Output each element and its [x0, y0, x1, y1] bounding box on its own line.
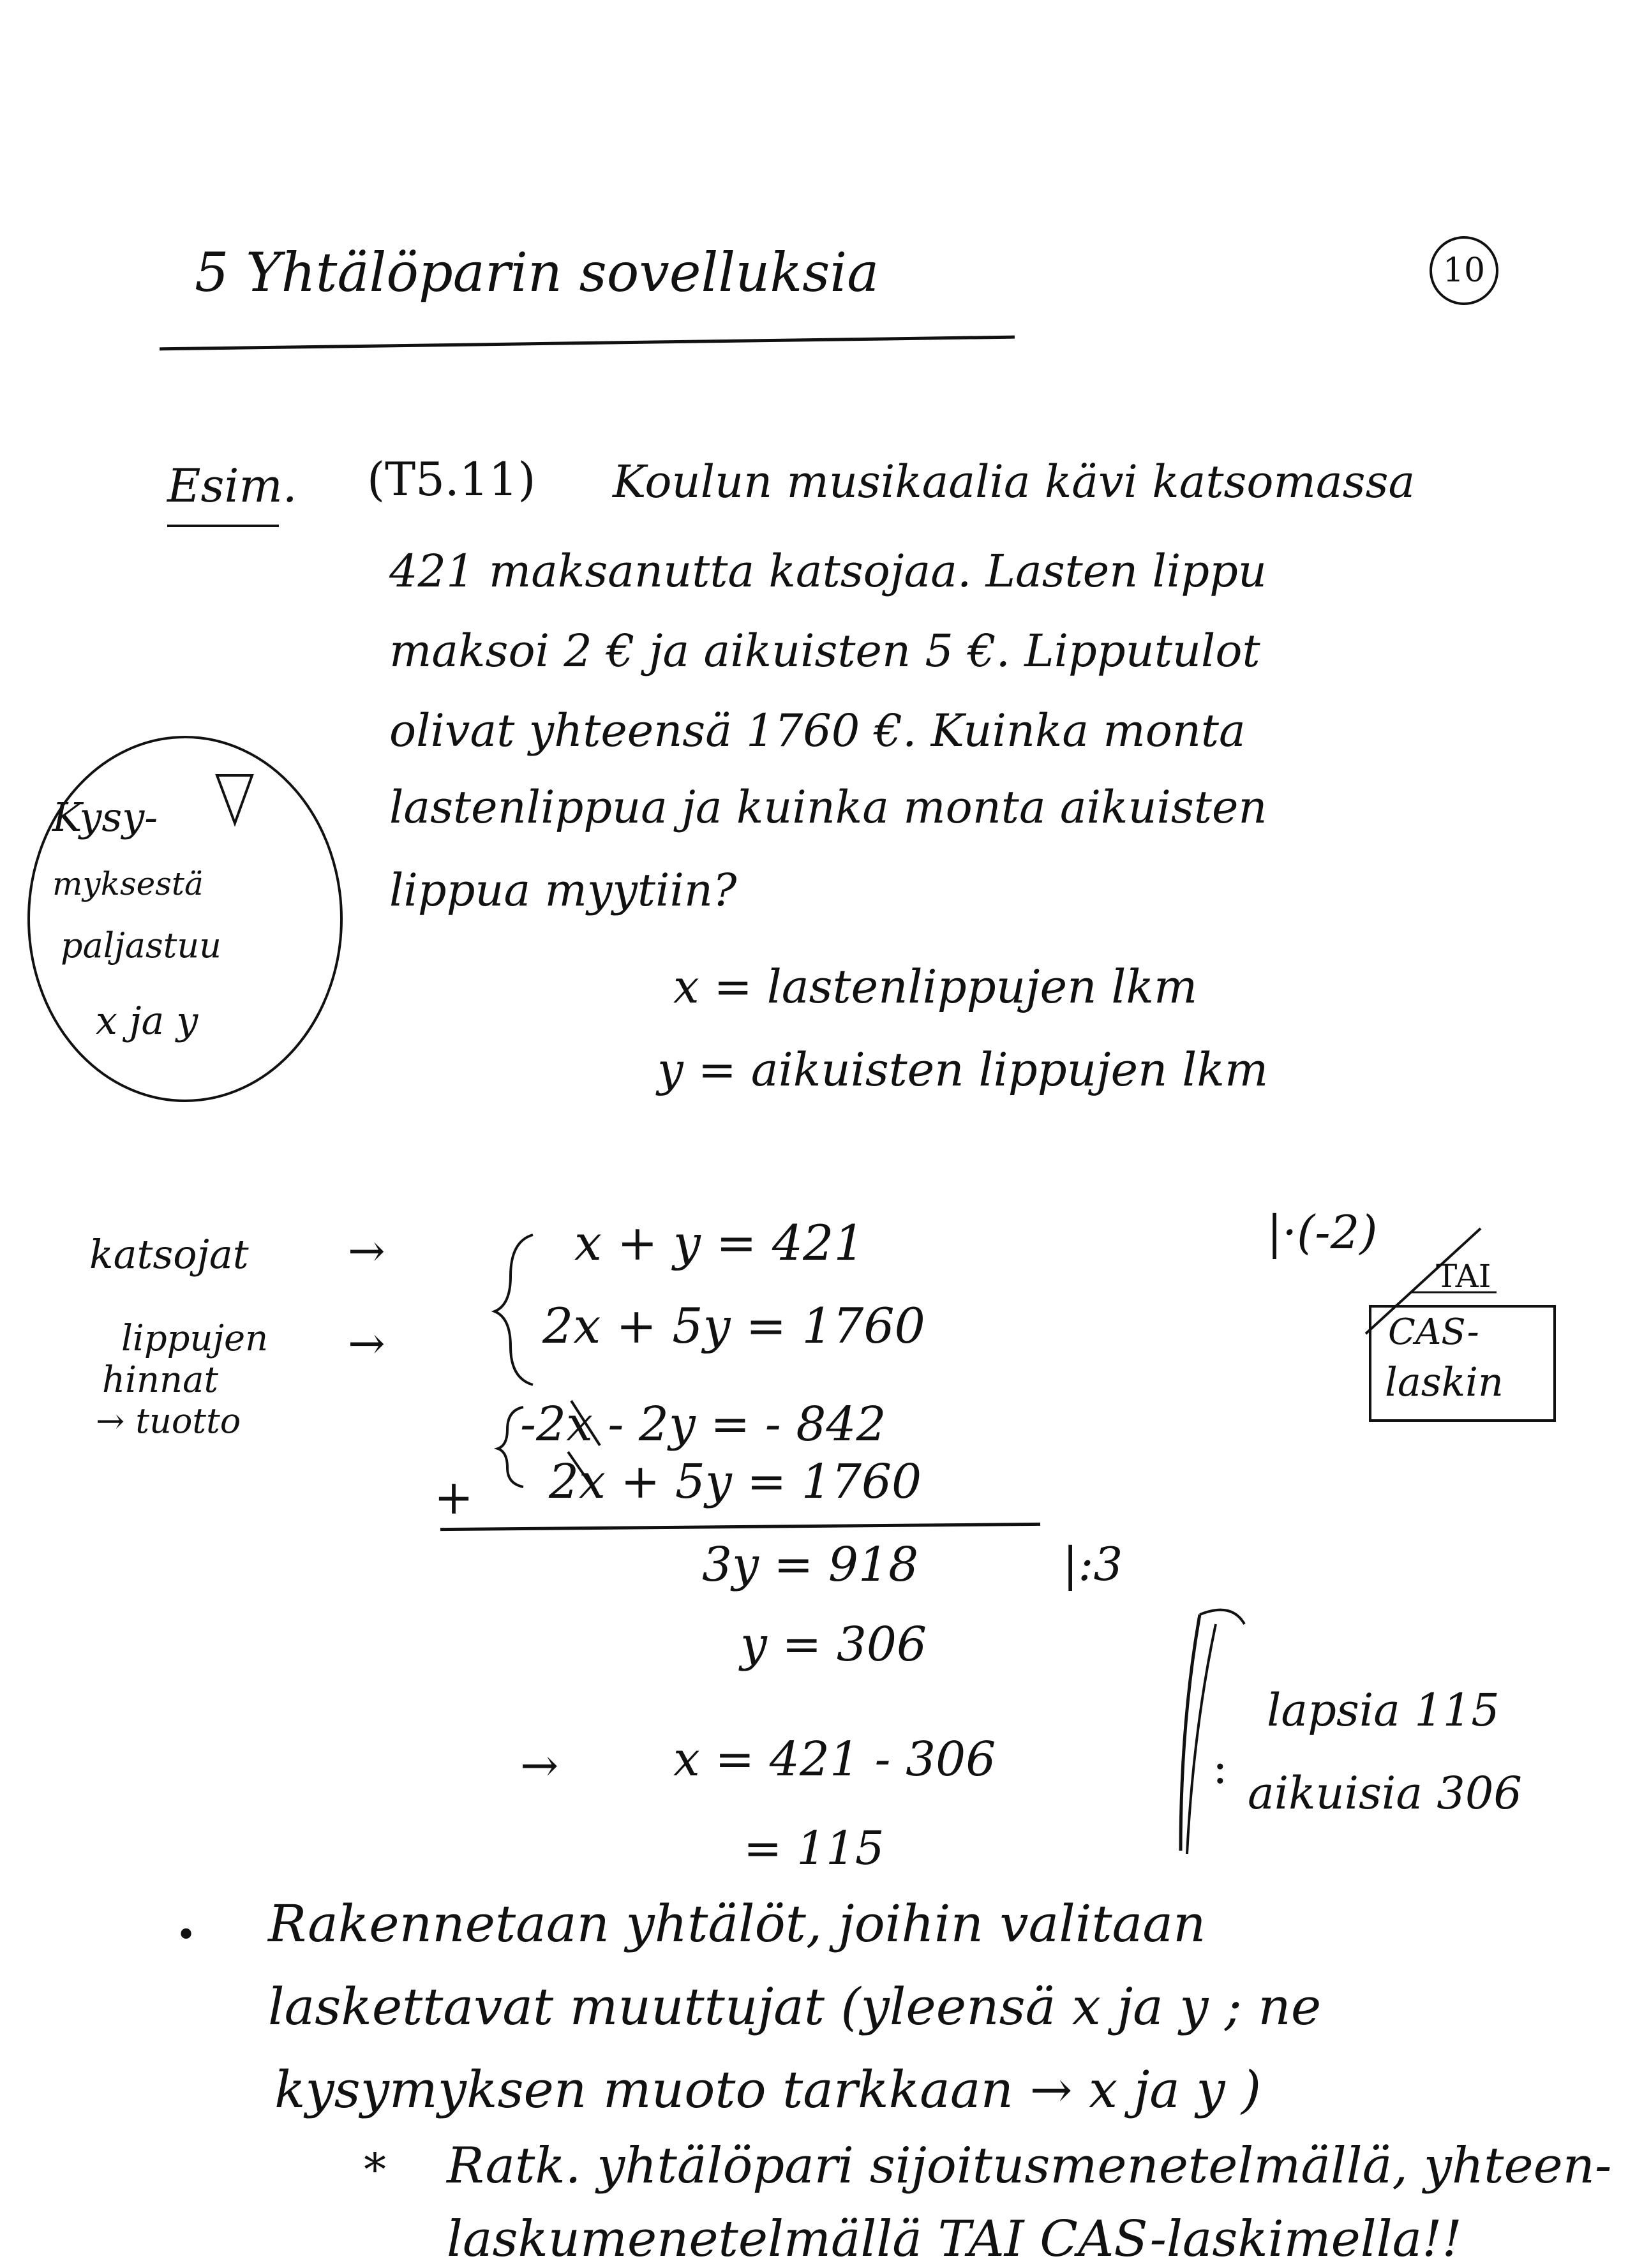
example-line: lippua myytiin?	[389, 864, 737, 916]
variable-definition: y = aikuisten lippujen lkm	[657, 1043, 1269, 1096]
row-arrow: →	[348, 1225, 385, 1277]
side-note-line: paljastuu	[61, 925, 221, 966]
example-line: Koulun musikaalia kävi katsomassa	[613, 456, 1415, 508]
answer-colon: :	[1213, 1742, 1228, 1794]
x-expression: x = 421 - 306	[673, 1732, 996, 1787]
x-arrow: →	[520, 1738, 559, 1792]
example-line: maksoi 2 € ja aikuisten 5 €. Lipputulot	[389, 625, 1260, 677]
example-ref: (T5.11)	[367, 452, 536, 506]
plus-sign: +	[434, 1470, 474, 1525]
multiplier-note: |·(-2)	[1267, 1205, 1378, 1259]
note-bullet: •	[175, 1914, 197, 1956]
subnote-line: laskumenetelmällä TAI CAS-laskimella!!	[447, 2211, 1462, 2268]
elimination-result: 3y = 918	[702, 1537, 919, 1592]
example-line: olivat yhteensä 1760 €. Kuinka monta	[389, 705, 1246, 757]
answer-adults: aikuisia 306	[1248, 1767, 1522, 1819]
alternative-cas: laskin	[1385, 1359, 1504, 1405]
note-line: kysymyksen muoto tarkkaan → x ja y )	[274, 2060, 1262, 2119]
note-line: Rakennetaan yhtälöt, joihin valitaan	[268, 1894, 1206, 1953]
alternative-tai: TAI	[1436, 1258, 1491, 1295]
note-line: laskettavat muuttujat (yleensä x ja y ; ne	[268, 1977, 1322, 2036]
side-note-line: myksestä	[52, 865, 204, 902]
equation-2: 2x + 5y = 1760	[542, 1297, 925, 1354]
example-line: 421 maksanutta katsojaa. Lasten lippu	[389, 545, 1267, 597]
subnote-star: *	[364, 2144, 386, 2196]
subnote-line: Ratk. yhtälöpari sijoitusmenetelmällä, yhteen-	[447, 2137, 1612, 2195]
alternative-cas: CAS-	[1388, 1311, 1479, 1353]
divide-note: |:3	[1063, 1537, 1123, 1591]
row-label-revenue: → tuotto	[96, 1401, 241, 1441]
example-label: Esim.	[167, 459, 297, 512]
elimination-row: -2x - 2y = - 842	[520, 1397, 886, 1452]
page-number: 10	[1430, 236, 1498, 305]
answer-children: lapsia 115	[1267, 1684, 1500, 1736]
example-line: lastenlippua ja kuinka monta aikuisten	[389, 781, 1267, 833]
page-title: 5 Yhtälöparin sovelluksia	[195, 241, 879, 304]
row-label-viewers: katsojat	[89, 1231, 249, 1278]
side-note-line: Kysy-	[52, 794, 158, 840]
row-label-prices: hinnat	[102, 1359, 218, 1401]
equation-1: x + y = 421	[574, 1214, 865, 1271]
row-arrow: →	[348, 1317, 385, 1369]
y-value: y = 306	[740, 1617, 927, 1672]
variable-definition: x = lastenlippujen lkm	[673, 960, 1198, 1013]
elimination-row: 2x + 5y = 1760	[549, 1454, 922, 1509]
side-note-line: x ja y	[96, 999, 198, 1043]
x-value: = 115	[743, 1821, 885, 1875]
row-label-prices: lippujen	[121, 1318, 269, 1359]
